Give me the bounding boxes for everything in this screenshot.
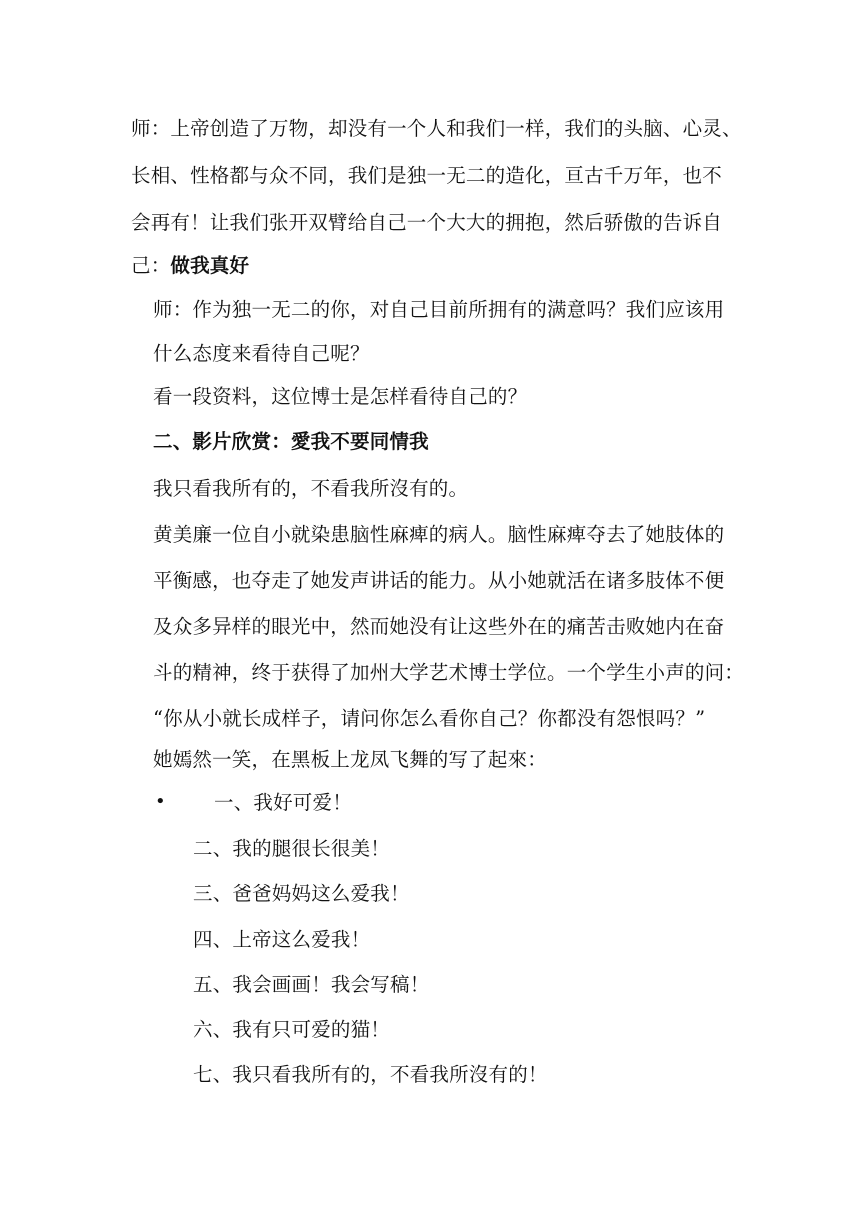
- paragraph3: 看一段资料，这位博士是怎样看待自己的？: [153, 385, 528, 408]
- story-line3: 及众多异样的眼光中，然而她没有让这些外在的痛苦击败她内在奋: [153, 615, 725, 638]
- list-item-2: 二、我的腿很长很美！: [193, 837, 391, 860]
- paragraph1-bold-phrase: 做我真好: [170, 254, 250, 277]
- paragraph1-line4: [131, 254, 249, 278]
- list-item-4: 四、上帝这么爱我！: [193, 928, 371, 951]
- paragraph1-line1: 师：上帝创造了万物，却没有一个人和我们一样，我们的头脑、心灵、: [131, 117, 742, 140]
- paragraph1-line4-start: 己：: [131, 254, 171, 277]
- story-line1: 黄美廉一位自小就染患脑性麻痺的病人。脑性麻痺夺去了她肢体的: [153, 523, 725, 546]
- paragraph2-line2: 什么态度来看待自己呢？: [153, 342, 370, 365]
- paragraph1-line2: 长相、性格都与众不同，我们是独一无二的造化，亘古千万年，也不: [131, 164, 723, 187]
- story-line4: 斗的精神，终于获得了加州大学艺术博士学位。一个学生小声的问：: [153, 661, 745, 684]
- story-line2: 平衡感，也夺走了她发声讲话的能力。从小她就活在诸多肢体不便: [153, 569, 725, 592]
- list-item-5: 五、我会画画！我会写稿！: [193, 973, 430, 996]
- quote-line: 我只看我所有的，不看我所沒有的。: [153, 477, 469, 500]
- story-line5: “你从小就长成样子，请问你怎么看你自己？你都没有怨恨吗？”: [153, 707, 706, 730]
- list-item-1: 一、我好可爱！: [214, 791, 352, 814]
- paragraph2-line1: 师：作为独一无二的你，对自己目前所拥有的满意吗？我们应该用: [153, 298, 725, 321]
- list-item-3: 三、爸爸妈妈这么爱我！: [193, 882, 410, 905]
- section-heading: 二、影片欣赏：愛我不要同情我: [153, 430, 429, 453]
- list-item-6: 六、我有只可爱的猫！: [193, 1018, 391, 1041]
- paragraph1-line3: 会再有！让我们张开双臂给自己一个大大的拥抱，然后骄傲的告诉自: [131, 211, 723, 234]
- bullet-icon: •: [155, 791, 166, 812]
- list-item-7: 七、我只看我所有的，不看我所沒有的！: [193, 1063, 548, 1086]
- story-line6: 她嫣然一笑，在黑板上龙凤飞舞的写了起來：: [153, 748, 548, 771]
